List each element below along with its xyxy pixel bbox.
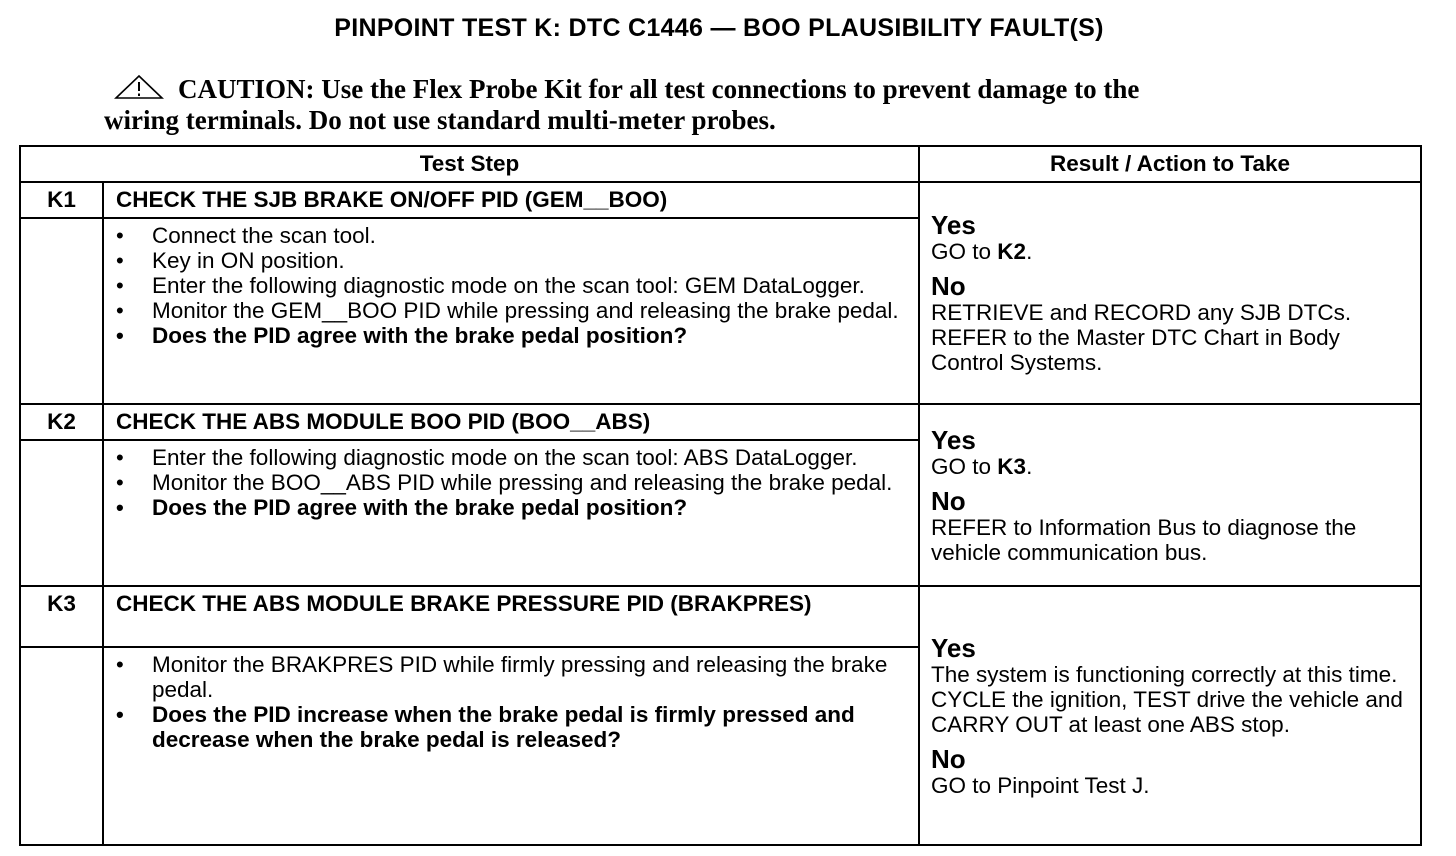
step-k2-heading-row: [20, 404, 1421, 440]
step-instructions: [103, 218, 919, 404]
step-bullet: • Monitor the GEM__BOO PID while pressing and releasing the brake pedal.: [104, 298, 908, 323]
step-k3-result: [919, 586, 1421, 845]
step-instructions: [103, 440, 919, 586]
page-title: PINPOINT TEST K: DTC C1446 — BOO PLAUSIBILITY FAULT(S): [334, 14, 1104, 42]
table-header-row: [20, 146, 1421, 182]
step-id-blank: [20, 218, 103, 404]
no-action: GO to Pinpoint Test J.: [931, 772, 1150, 798]
no-label: No: [931, 743, 966, 774]
step-bullet: • Enter the following diagnostic mode on the scan tool: ABS DataLogger.: [104, 445, 908, 470]
step-id-blank: [20, 440, 103, 586]
yes-label: Yes: [931, 210, 976, 240]
goto-step-link: K3: [997, 453, 1027, 479]
header-result-action: Result / Action to Take: [919, 146, 1421, 182]
step-k2-result: [919, 404, 1421, 586]
step-bullet: • Monitor the BRAKPRES PID while firmly pressing and releasing the brake pedal.: [104, 652, 908, 702]
step-question: • Does the PID increase when the brake pedal is firmly pressed and decrease when the brake pedal is released?: [104, 702, 908, 752]
test-steps-table: [19, 145, 1422, 846]
step-k1-result: [919, 182, 1421, 404]
yes-label: Yes: [931, 632, 976, 663]
step-heading: CHECK THE SJB BRAKE ON/OFF PID (GEM_​_BOO): [103, 182, 919, 218]
warning-triangle-icon: [114, 74, 164, 100]
step-question: • Does the PID agree with the brake pedal position?: [104, 495, 908, 520]
no-label: No: [931, 271, 966, 301]
step-k3-heading-row: [20, 586, 1421, 647]
step-k1-heading-row: [20, 182, 1421, 218]
goto-step-link: K2: [997, 239, 1027, 264]
caution-line-1: CAUTION: Use the Flex Probe Kit for all test connections to prevent damage to the: [178, 74, 1140, 104]
yes-action: The system is functioning correctly at this time. CYCLE the ignition, TEST drive the vehicle and CARRY OUT at least one ABS stop.: [931, 661, 1403, 737]
step-id: K3: [20, 586, 103, 647]
yes-action: GO to K3.: [931, 453, 1033, 479]
step-question: • Does the PID agree with the brake pedal position?: [104, 323, 908, 348]
step-id: K2: [20, 404, 103, 440]
step-bullet: • Key in ON position.: [104, 248, 908, 273]
step-heading: CHECK THE ABS MODULE BOO PID (BOO__ABS): [103, 404, 919, 440]
header-test-step: Test Step: [20, 146, 919, 182]
step-bullet: • Monitor the BOO__ABS PID while pressing and releasing the brake pedal.: [104, 470, 908, 495]
step-id: K1: [20, 182, 103, 218]
step-bullet: • Connect the scan tool.: [104, 223, 908, 248]
yes-action: GO to K2.: [931, 239, 1033, 264]
yes-label: Yes: [931, 424, 976, 455]
step-id-blank: [20, 647, 103, 845]
no-label: No: [931, 485, 966, 516]
no-action: REFER to Information Bus to diagnose the vehicle communication bus.: [931, 514, 1357, 565]
no-action: RETRIEVE and RECORD any SJB DTCs. REFER to the Master DTC Chart in Body Control Systems.: [931, 300, 1352, 375]
caution-line-2: wiring terminals. Do not use standard multi-meter probes.: [104, 105, 776, 135]
caution-note: [104, 74, 1344, 136]
step-heading: CHECK THE ABS MODULE BRAKE PRESSURE PID (BRAKPRES): [103, 586, 919, 647]
step-bullet: • Enter the following diagnostic mode on the scan tool: GEM DataLogger.: [104, 273, 908, 298]
step-instructions: [103, 647, 919, 845]
